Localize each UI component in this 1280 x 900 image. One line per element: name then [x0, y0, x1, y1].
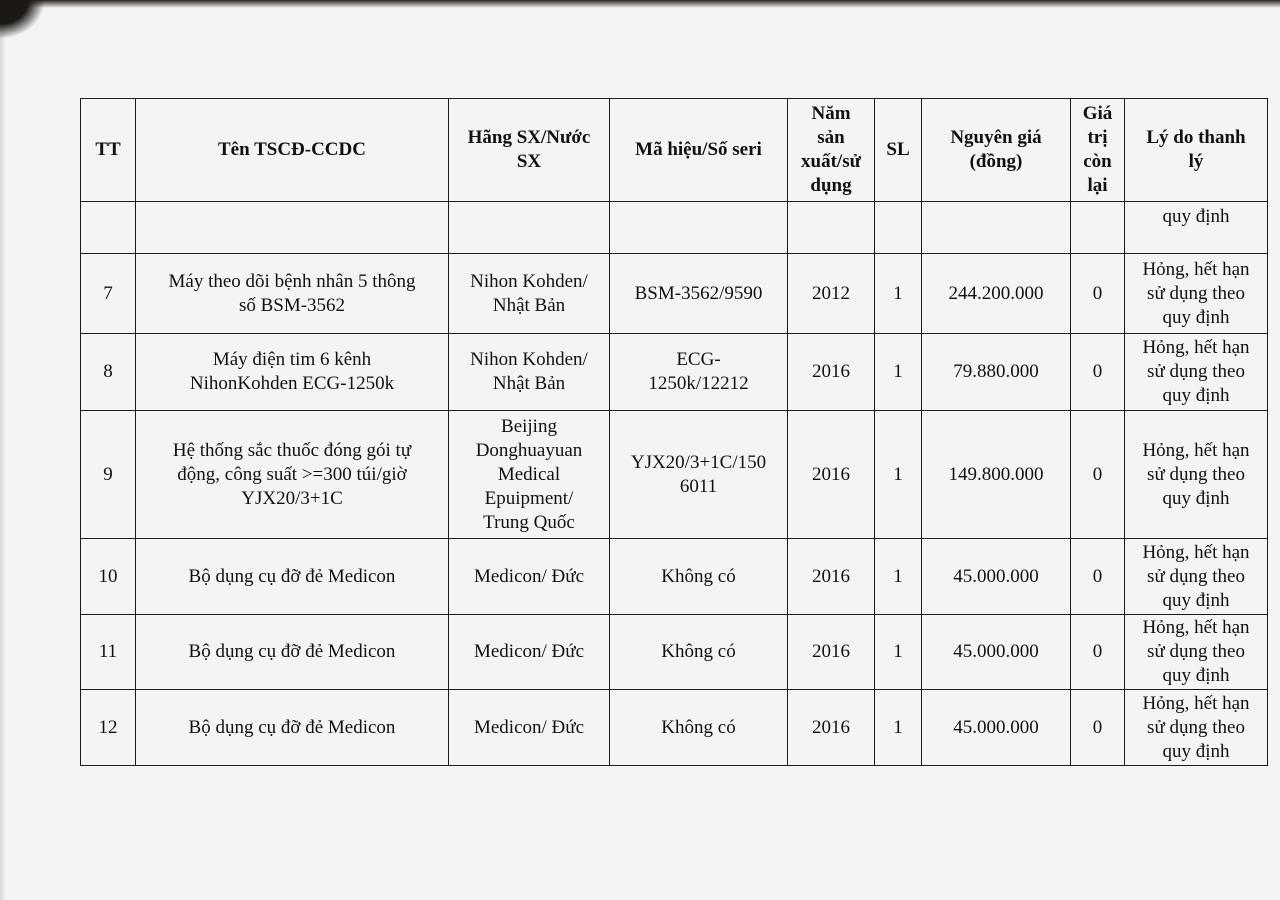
cell-disposal-reason: Hỏng, hết hạn sử dụng theo quy định: [1125, 411, 1268, 539]
cell-original-price: 45.000.000: [922, 615, 1071, 690]
cell-quantity: 1: [875, 334, 922, 411]
header-row: [81, 99, 1268, 202]
cell-original-price: 79.880.000: [922, 334, 1071, 411]
table-row: [81, 411, 1268, 539]
header-disposal-reason: Lý do thanh lý: [1125, 99, 1268, 202]
header-year: Năm sản xuất/sử dụng: [788, 99, 875, 202]
cont-tt: [81, 202, 136, 254]
header-serial: Mã hiệu/Số seri: [610, 99, 788, 202]
cell-serial: Không có: [610, 690, 788, 766]
header-tt: TT: [81, 99, 136, 202]
cell-asset-name: Máy theo dõi bệnh nhân 5 thông số BSM-3562: [136, 254, 449, 334]
cell-quantity: 1: [875, 254, 922, 334]
cont-asset-name: [136, 202, 449, 254]
cell-tt: 8: [81, 334, 136, 411]
cell-disposal-reason: Hỏng, hết hạn sử dụng theo quy định: [1125, 539, 1268, 615]
cell-year: 2016: [788, 334, 875, 411]
table-row: [81, 334, 1268, 411]
cell-quantity: 1: [875, 411, 922, 539]
cell-original-price: 244.200.000: [922, 254, 1071, 334]
cont-original-price: [922, 202, 1071, 254]
cell-quantity: 1: [875, 539, 922, 615]
cell-asset-name: Bộ dụng cụ đỡ đẻ Medicon: [136, 615, 449, 690]
table-row: [81, 254, 1268, 334]
cell-disposal-reason: Hỏng, hết hạn sử dụng theo quy định: [1125, 334, 1268, 411]
scan-corner-shadow: [0, 0, 70, 60]
cell-disposal-reason: Hỏng, hết hạn sử dụng theo quy định: [1125, 615, 1268, 690]
table-row: [81, 539, 1268, 615]
cell-original-price: 45.000.000: [922, 539, 1071, 615]
cell-year: 2012: [788, 254, 875, 334]
cell-remaining-value: 0: [1071, 254, 1125, 334]
cont-disposal-reason: quy định: [1125, 202, 1268, 254]
cell-manufacturer: Nihon Kohden/ Nhật Bản: [449, 254, 610, 334]
header-remaining-value: Giá trị còn lại: [1071, 99, 1125, 202]
scan-edge-top: [0, 0, 1280, 8]
header-original-price: Nguyên giá (đồng): [922, 99, 1071, 202]
cell-original-price: 149.800.000: [922, 411, 1071, 539]
cont-year: [788, 202, 875, 254]
cell-tt: 11: [81, 615, 136, 690]
cell-serial: YJX20/3+1C/150 6011: [610, 411, 788, 539]
cell-manufacturer: Medicon/ Đức: [449, 615, 610, 690]
cell-remaining-value: 0: [1071, 539, 1125, 615]
cell-remaining-value: 0: [1071, 615, 1125, 690]
header-asset-name: Tên TSCĐ-CCDC: [136, 99, 449, 202]
cell-year: 2016: [788, 615, 875, 690]
cell-serial: Không có: [610, 615, 788, 690]
cell-serial: BSM-3562/9590: [610, 254, 788, 334]
cell-remaining-value: 0: [1071, 334, 1125, 411]
continuation-row: [81, 202, 1268, 254]
cell-manufacturer: Nihon Kohden/ Nhật Bản: [449, 334, 610, 411]
scan-edge-left: [0, 0, 6, 900]
cell-asset-name: Máy điện tim 6 kênh NihonKohden ECG-1250k: [136, 334, 449, 411]
cont-manufacturer: [449, 202, 610, 254]
cell-remaining-value: 0: [1071, 690, 1125, 766]
cell-disposal-reason: Hỏng, hết hạn sử dụng theo quy định: [1125, 254, 1268, 334]
cont-quantity: [875, 202, 922, 254]
cont-remaining-value: [1071, 202, 1125, 254]
cell-year: 2016: [788, 539, 875, 615]
cell-original-price: 45.000.000: [922, 690, 1071, 766]
cell-quantity: 1: [875, 690, 922, 766]
table-row: [81, 690, 1268, 766]
header-quantity: SL: [875, 99, 922, 202]
table-row: [81, 615, 1268, 690]
cell-manufacturer: Medicon/ Đức: [449, 690, 610, 766]
cont-serial: [610, 202, 788, 254]
cell-asset-name: Bộ dụng cụ đỡ đẻ Medicon: [136, 539, 449, 615]
cell-serial: ECG- 1250k/12212: [610, 334, 788, 411]
cell-remaining-value: 0: [1071, 411, 1125, 539]
cell-year: 2016: [788, 690, 875, 766]
cell-tt: 12: [81, 690, 136, 766]
cell-asset-name: Bộ dụng cụ đỡ đẻ Medicon: [136, 690, 449, 766]
cell-quantity: 1: [875, 615, 922, 690]
asset-disposal-table: [80, 98, 1268, 766]
cell-manufacturer: Beijing Donghuayuan Medical Epuipment/ Trung Quốc: [449, 411, 610, 539]
cell-tt: 9: [81, 411, 136, 539]
cell-tt: 10: [81, 539, 136, 615]
cell-manufacturer: Medicon/ Đức: [449, 539, 610, 615]
cell-serial: Không có: [610, 539, 788, 615]
cell-disposal-reason: Hỏng, hết hạn sử dụng theo quy định: [1125, 690, 1268, 766]
cell-tt: 7: [81, 254, 136, 334]
header-manufacturer: Hãng SX/Nước SX: [449, 99, 610, 202]
cell-year: 2016: [788, 411, 875, 539]
cell-asset-name: Hệ thống sắc thuốc đóng gói tự động, công suất >=300 túi/giờ YJX20/3+1C: [136, 411, 449, 539]
